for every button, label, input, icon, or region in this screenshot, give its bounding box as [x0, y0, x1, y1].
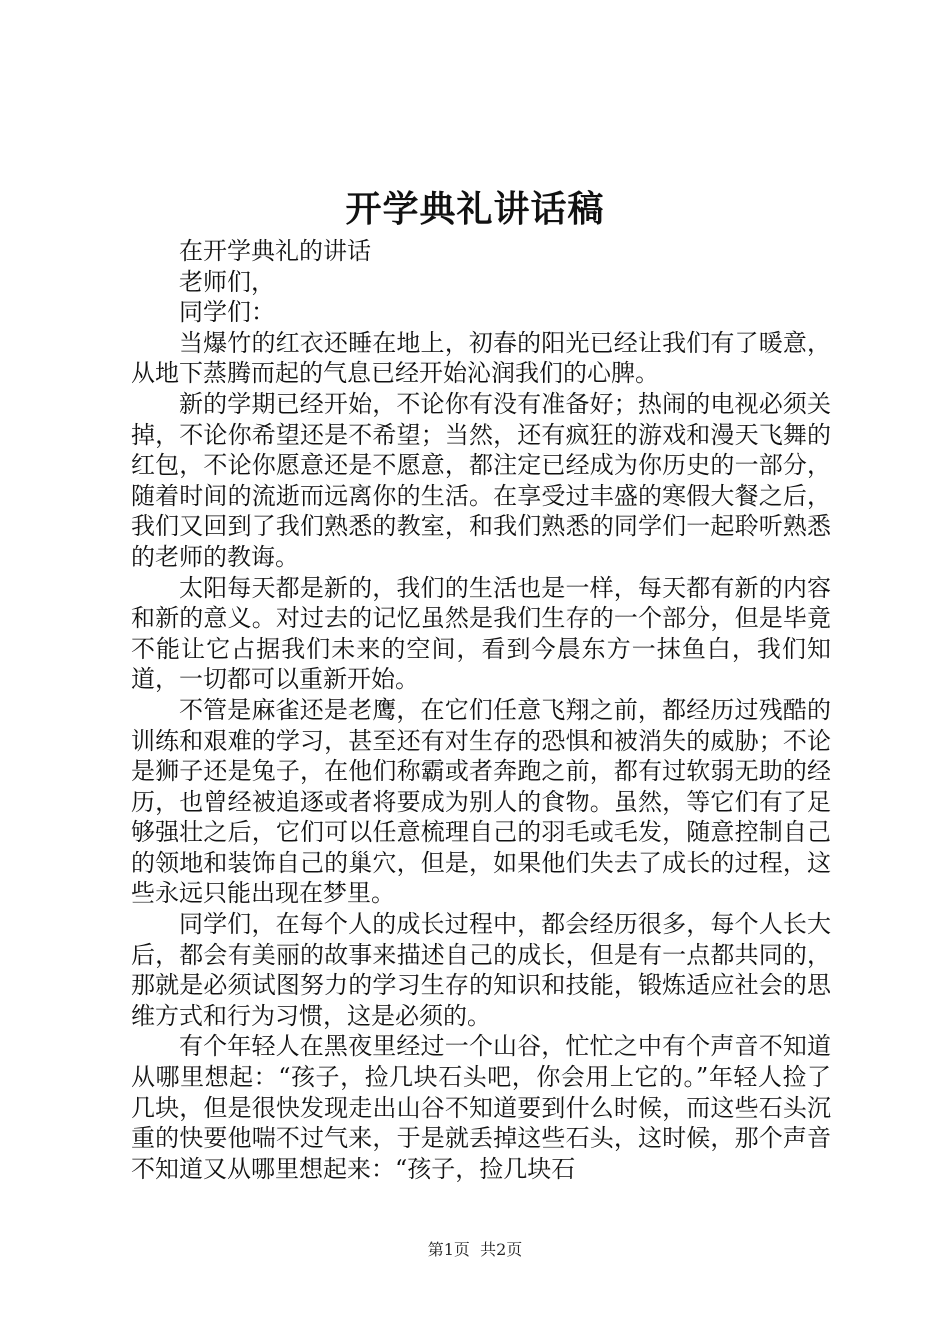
- document-title: 开学典礼讲话稿: [345, 188, 605, 230]
- document-body: [131, 236, 831, 1184]
- paragraph-salutation-teachers: 老师们，: [179, 267, 275, 296]
- paragraph: 太阳每天都是新的，我们的生活也是一样，每天都有新的内容和新的意义。对过去的记忆虽然是我们生存的一个部分，但是毕竟不能让它占据我们未来的空间，看到今晨东方一抹鱼白，我们知道，一切都可以重新开始。: [131, 573, 831, 694]
- paragraph: 有个年轻人在黑夜里经过一个山谷，忙忙之中有个声音不知道从哪里想起：“孩子，捡几块石头吧，你会用上它的。”年轻人捡了几块，但是很快发现走出山谷不知道要到什么时候，而这些石头沉重的快要他喘不过气来，于是就丢掉这些石头，这时候，那个声音不知道又从哪里想起来：“孩子，捡几块石: [131, 1032, 831, 1183]
- paragraph-heading: 在开学典礼的讲话: [179, 237, 371, 265]
- page-number-label: 第1页 共2页: [427, 1240, 523, 1259]
- paragraph: 同学们，在每个人的成长过程中，都会经历很多，每个人长大后，都会有美丽的故事来描述自己的成长，但是有一点都共同的，那就是必须试图努力的学习生存的知识和技能，锻炼适应社会的思维方式和行为习惯，这是必须的。: [131, 910, 831, 1030]
- paragraph-salutation-students: 同学们：: [179, 298, 275, 327]
- page-footer: [0, 1238, 950, 1262]
- paragraph: 新的学期已经开始，不论你有没有准备好；热闹的电视必须关掉，不论你希望还是不希望；当然，还有疯狂的游戏和漫天飞舞的红包，不论你愿意还是不愿意，都注定已经成为你历史的一部分，随着时间的流逝而远离你的生活。在享受过丰盛的寒假大餐之后，我们又回到了我们熟悉的教室，和我们熟悉的同学们一起聆听熟悉的老师的教诲。: [131, 389, 831, 571]
- paragraph: 不管是麻雀还是老鹰，在它们任意飞翔之前，都经历过残酷的训练和艰难的学习，甚至还有对生存的恐惧和被消失的威胁；不论是狮子还是兔子，在他们称霸或者奔跑之前，都有过软弱无助的经历，也曾经被追逐或者将要成为别人的食物。虽然，等它们有了足够强壮之后，它们可以任意梳理自己的羽毛或毛发，随意控制自己的领地和装饰自己的巢穴，但是，如果他们失去了成长的过程，这些永远只能出现在梦里。: [131, 695, 831, 908]
- paragraph: 当爆竹的红衣还睡在地上，初春的阳光已经让我们有了暖意，从地下蒸腾而起的气息已经开始沁润我们的心脾。: [131, 328, 831, 388]
